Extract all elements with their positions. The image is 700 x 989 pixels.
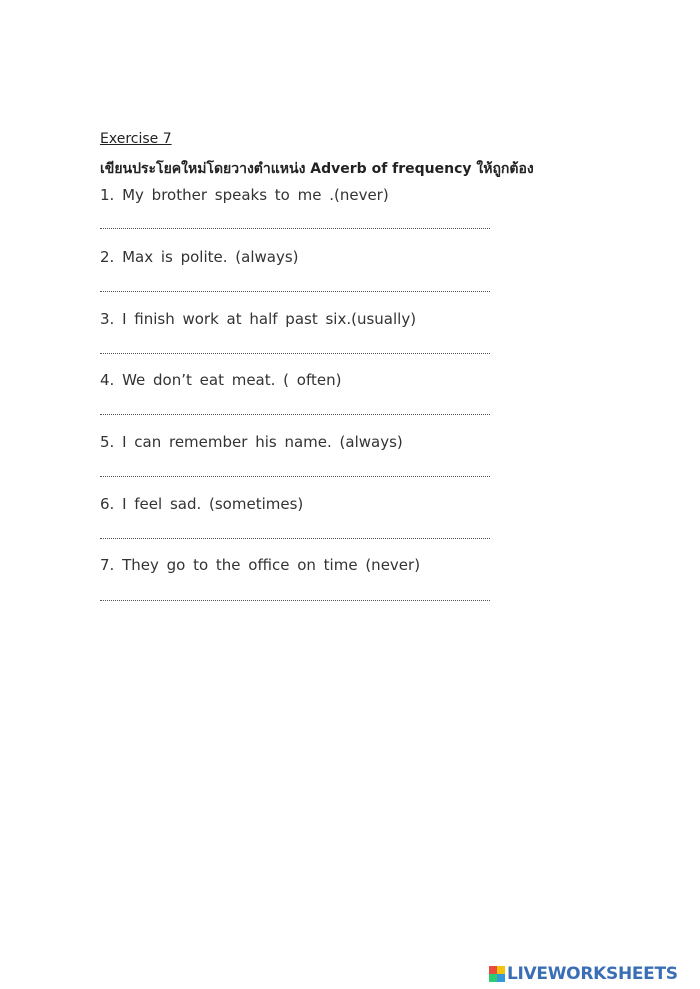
instruction-text: เขียนประโยคใหม่โดยวางตำแหน่ง Adverb of frequency ให้ถูกต้อง <box>100 161 534 177</box>
logo-badge-icon <box>489 966 505 982</box>
logo-square-red <box>489 966 497 974</box>
logo-text: LIVEWORKSHEETS <box>507 964 678 984</box>
answer-line-1[interactable] <box>100 228 490 229</box>
answer-line-3[interactable] <box>100 353 490 354</box>
question-7: 7. They go to the office on time (never) <box>100 556 421 574</box>
answer-line-2[interactable] <box>100 291 490 292</box>
logo-square-blue <box>497 974 505 982</box>
answer-line-6[interactable] <box>100 538 490 539</box>
question-3: 3. I finish work at half past six.(usually) <box>100 310 417 328</box>
question-1: 1. My brother speaks to me .(never) <box>100 186 389 204</box>
logo-square-green <box>489 974 497 982</box>
question-4: 4. We don’t eat meat. ( often) <box>100 371 342 389</box>
question-5: 5. I can remember his name. (always) <box>100 433 403 451</box>
logo-square-yellow <box>497 966 505 974</box>
answer-line-4[interactable] <box>100 414 490 415</box>
answer-line-5[interactable] <box>100 476 490 477</box>
question-2: 2. Max is polite. (always) <box>100 248 299 266</box>
exercise-title: Exercise 7 <box>100 131 172 147</box>
question-6: 6. I feel sad. (sometimes) <box>100 495 304 513</box>
liveworksheets-logo <box>489 964 678 984</box>
answer-line-7[interactable] <box>100 600 490 601</box>
